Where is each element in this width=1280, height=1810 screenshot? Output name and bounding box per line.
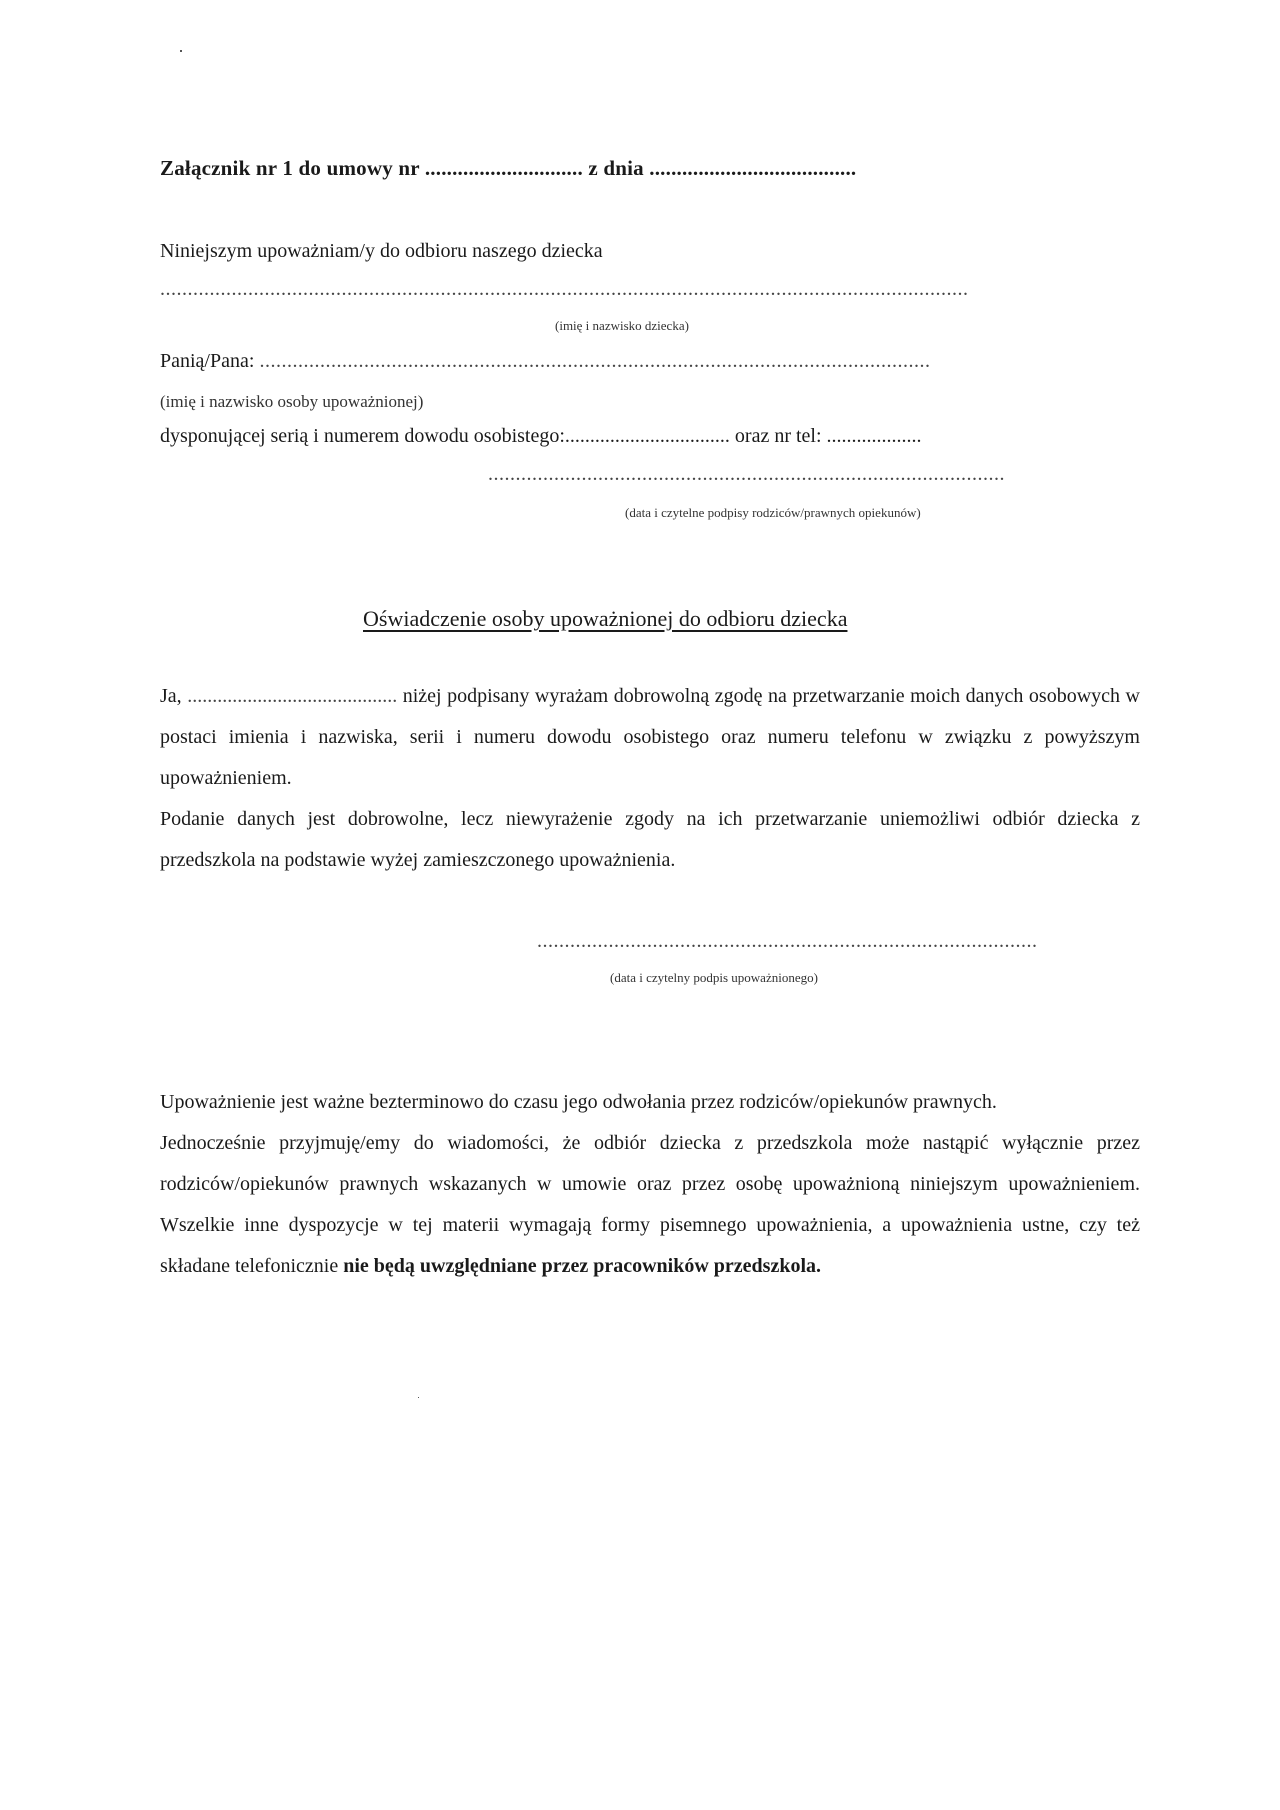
id-phone-row: [160, 425, 922, 448]
child-name-field[interactable]: ...................................................................................................................................................: [160, 278, 969, 300]
statement-body: [160, 676, 1140, 881]
authorized-signature-caption: (data i czytelny podpis upoważnionego): [610, 970, 818, 985]
person-row: [160, 350, 1099, 373]
scan-speck: [180, 50, 182, 52]
consent-text: niżej podpisany wyrażam dobrowolną zgodę na przetwarzanie moich danych osobowych w postaci imienia i nazwiska, serii i numeru dowodu osobistego oraz numeru telefonu w związku z powyższym upoważnieniem.: [160, 685, 1140, 789]
child-name-caption: (imię i nazwisko dziecka): [555, 318, 689, 333]
pickup-rules-text: Jednocześnie przyjmuję/emy do wiadomości, że odbiór dziecka z przedszkola może nastąpić wyłącznie przez rodziców/opiekunów prawnych wskazanych w umowie oraz przez osobę upoważnioną niniejszym upoważnieniem. Wszelkie inne dyspozycje w tej materii wymagają formy pisemnego upoważnienia, a upoważnienia ustne, czy też składane telefonicznie: [160, 1132, 1140, 1277]
person-caption: (imię i nazwisko osoby upoważnionej): [160, 392, 424, 411]
statement-prefix: Ja,: [160, 685, 182, 707]
consent-paragraph: [160, 676, 1140, 799]
person-label: Panią/Pana:: [160, 350, 255, 372]
contract-date-field[interactable]: ......................................: [649, 156, 857, 180]
signer-name-field[interactable]: ..........................................: [187, 685, 398, 707]
pickup-rules-paragraph: [160, 1123, 1140, 1287]
annex-date-label: z dnia: [588, 156, 644, 180]
voluntary-paragraph: Podanie danych jest dobrowolne, lecz niewyrażenie zgody na ich przetwarzanie uniemożliwi odbiór dziecka z przedszkola na podstawie wyżej zamieszczonego upoważnienia.: [160, 808, 1140, 871]
statement-title: Oświadczenie osoby upoważnionej do odbioru dziecka: [363, 606, 848, 631]
contract-number-field[interactable]: .............................: [424, 156, 583, 180]
authorization-intro: Niniejszym upoważniam/y do odbioru naszego dziecka: [160, 240, 603, 262]
annex-heading-prefix: Załącznik nr 1 do umowy nr: [160, 156, 420, 180]
validity-body: [160, 1082, 1140, 1287]
scan-speck: [418, 1397, 419, 1398]
parents-signature-caption: (data i czytelne podpisy rodziców/prawnych opiekunów): [625, 505, 921, 520]
parents-signature-field[interactable]: ..............................................................................................: [488, 463, 1005, 485]
authorized-signature-field[interactable]: ...........................................................................................: [537, 930, 1038, 952]
annex-heading: [160, 156, 856, 181]
phone-label: oraz nr tel:: [734, 425, 822, 447]
id-number-field[interactable]: .................................: [564, 425, 730, 447]
validity-paragraph: Upoważnienie jest ważne bezterminowo do czasu jego odwołania przez rodziców/opiekunów prawnych.: [160, 1091, 997, 1113]
id-label: dysponującej serią i numerem dowodu osobistego:: [160, 425, 565, 447]
pickup-rules-emphasis: nie będą uwzględniane przez pracowników przedszkola.: [343, 1255, 822, 1277]
authorized-person-field[interactable]: ..........................................................................................................................: [259, 350, 931, 372]
phone-field[interactable]: ...................: [826, 425, 922, 447]
